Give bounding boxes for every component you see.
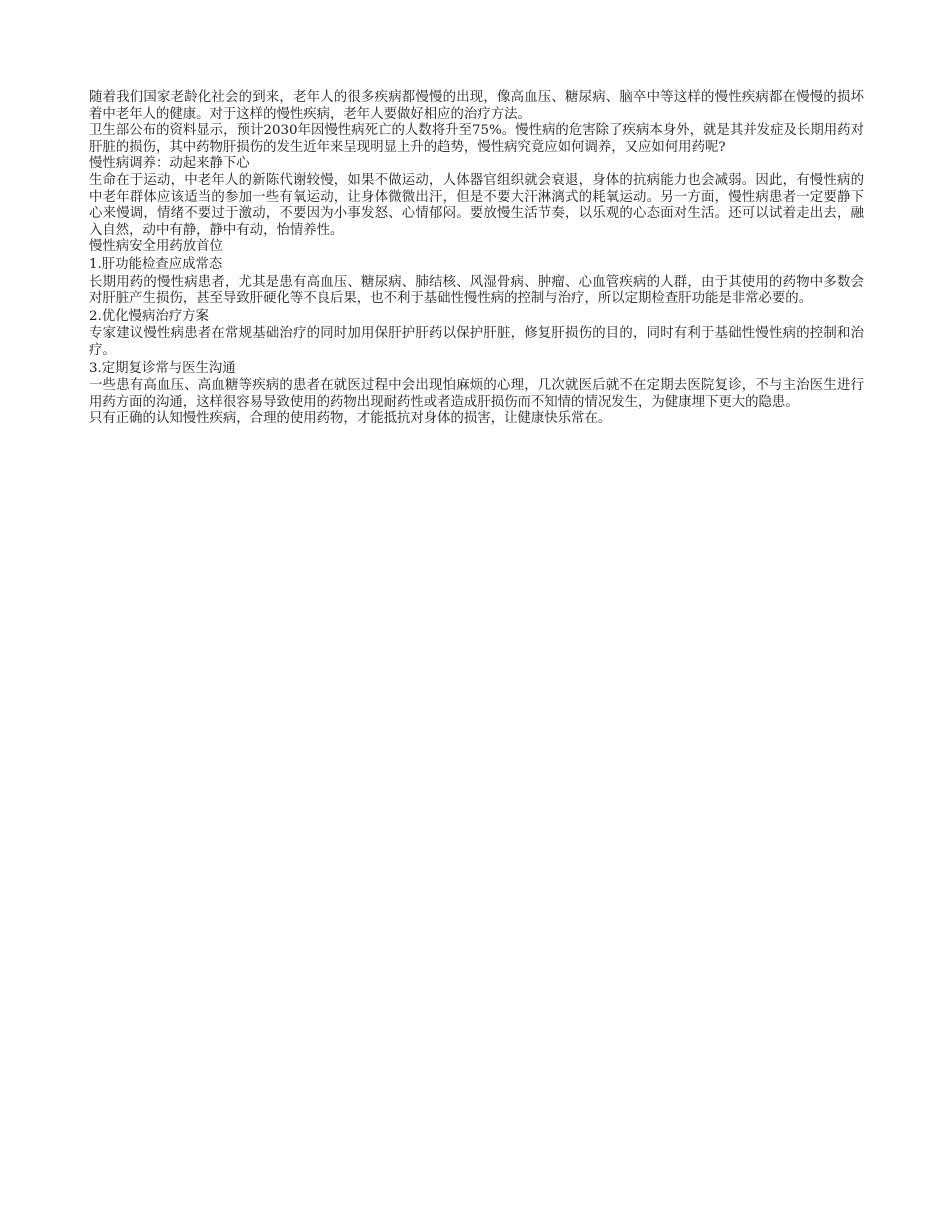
subheading-treatment-plan: 2.优化慢病治疗方案 — [89, 308, 209, 324]
paragraph-statistics: 卫生部公布的资料显示，预计2030年因慢性病死亡的人数将升至75%。慢性病的危害除了疾病本身外，就是其并发症及长期用药对肝脏的损伤，其中药物肝损伤的发生近年来呈现明显上升的趋势，慢性病究竟应如何调养，又应如何用药呢? — [89, 123, 864, 155]
paragraph-follow-up: 一些患有高血压、高血糖等疾病的患者在就医过程中会出现怕麻烦的心理，几次就医后就不在定期去医院复诊，不与主治医生进行用药方面的沟通，这样很容易导致使用的药物出现耐药性或者造成肝损伤而不知情的情况发生，为健康埋下更大的隐患。 — [89, 378, 864, 410]
paragraph-conclusion: 只有正确的认知慢性疾病，合理的使用药物，才能抵抗对身体的损害，让健康快乐常在。 — [89, 411, 612, 427]
article-body — [89, 90, 864, 428]
section-heading-conditioning: 慢性病调养：动起来静下心 — [89, 156, 250, 172]
paragraph-treatment-plan: 专家建议慢性病患者在常规基础治疗的同时加用保肝护肝药以保护肝脏，修复肝损伤的目的，同时有利于基础性慢性病的控制和治疗。 — [89, 326, 864, 358]
subheading-liver-check: 1.肝功能检查应成常态 — [89, 256, 223, 272]
subheading-follow-up: 3.定期复诊常与医生沟通 — [89, 360, 236, 376]
paragraph-liver-check: 长期用药的慢性病患者，尤其是患有高血压、糖尿病、肺结核、风湿骨病、肿瘤、心血管疾病的人群，由于其使用的药物中多数会对肝脏产生损伤，甚至导致肝硬化等不良后果，也不利于基础性慢性病的控制与治疗，所以定期检查肝功能是非常必要的。 — [89, 274, 864, 307]
paragraph-exercise: 生命在于运动，中老年人的新陈代谢较慢，如果不做运动，人体器官组织就会衰退，身体的抗病能力也会减弱。因此，有慢性病的中老年群体应该适当的参加一些有氧运动，让身体微微出汗，但是不要大汗淋漓式的耗氧运动。另一方面，慢性病患者一定要静下心来慢调，情绪不要过于激动，不要因为小事发怒、心情郁闷。要放慢生活节奏，以乐观的心态面对生活。还可以试着走出去，融入自然，动中有静，静中有动，怡情养性。 — [89, 172, 864, 238]
section-heading-medication: 慢性病安全用药放首位 — [89, 239, 223, 255]
paragraph-intro: 随着我们国家老龄化社会的到来，老年人的很多疾病都慢慢的出现，像高血压、糖尿病、脑卒中等这样的慢性疾病都在慢慢的损坏着中老年人的健康。对于这样的慢性疾病，老年人要做好相应的治疗方法。 — [89, 90, 864, 122]
